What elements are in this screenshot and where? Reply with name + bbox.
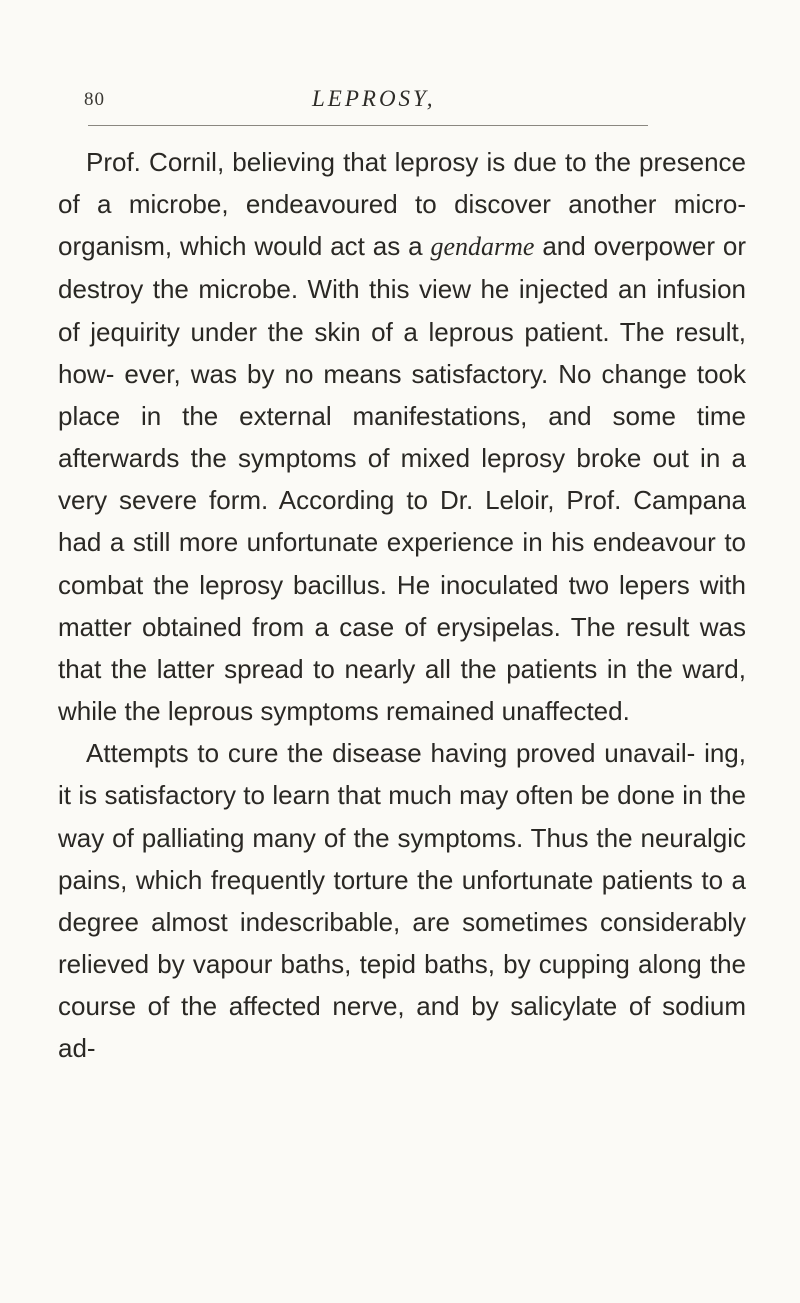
paragraph-1-text-before: Prof. Cornil, believing that leprosy is due to the presence of a microbe, endeavoured to discover another micro-organism, which would act as a	[58, 147, 746, 262]
paragraph-1-text-after: and overpower or destroy the microbe. With this view he injected an infusion of jequirity under the skin of a leprous patient. The result, how- ever, was by no means satisfactory. No change took place in the external manifestations, and some time afterwards the symptoms of mixed leprosy broke out in a very severe form. According to Dr. Leloir, Prof. Campana had a still more unfortunate experience in his endeavour to combat the leprosy bacillus. He inoculated two lepers with matter obtained from a case of erysipelas. The result was that the latter spread to nearly all the patients in the ward, while the leprous symptoms remained unaffected.	[58, 231, 746, 727]
header-rule	[88, 125, 648, 126]
body-text	[58, 141, 746, 1069]
page-header	[60, 80, 760, 120]
running-title: LEPROSY,	[312, 86, 436, 111]
page-number: 80	[84, 89, 105, 110]
paragraph-1	[58, 141, 746, 732]
italic-term-gendarme: gendarme	[430, 232, 535, 262]
paragraph-2: Attempts to cure the disease having proved unavail- ing, it is satisfactory to learn that much may often be done in the way of palliating many of the symptoms. Thus the neuralgic pains, which frequently torture the unfortunate patients to a degree almost indescribable, are sometimes considerably relieved by vapour baths, tepid baths, by cupping along the course of the affected nerve, and by salicylate of sodium ad-	[58, 738, 746, 1064]
